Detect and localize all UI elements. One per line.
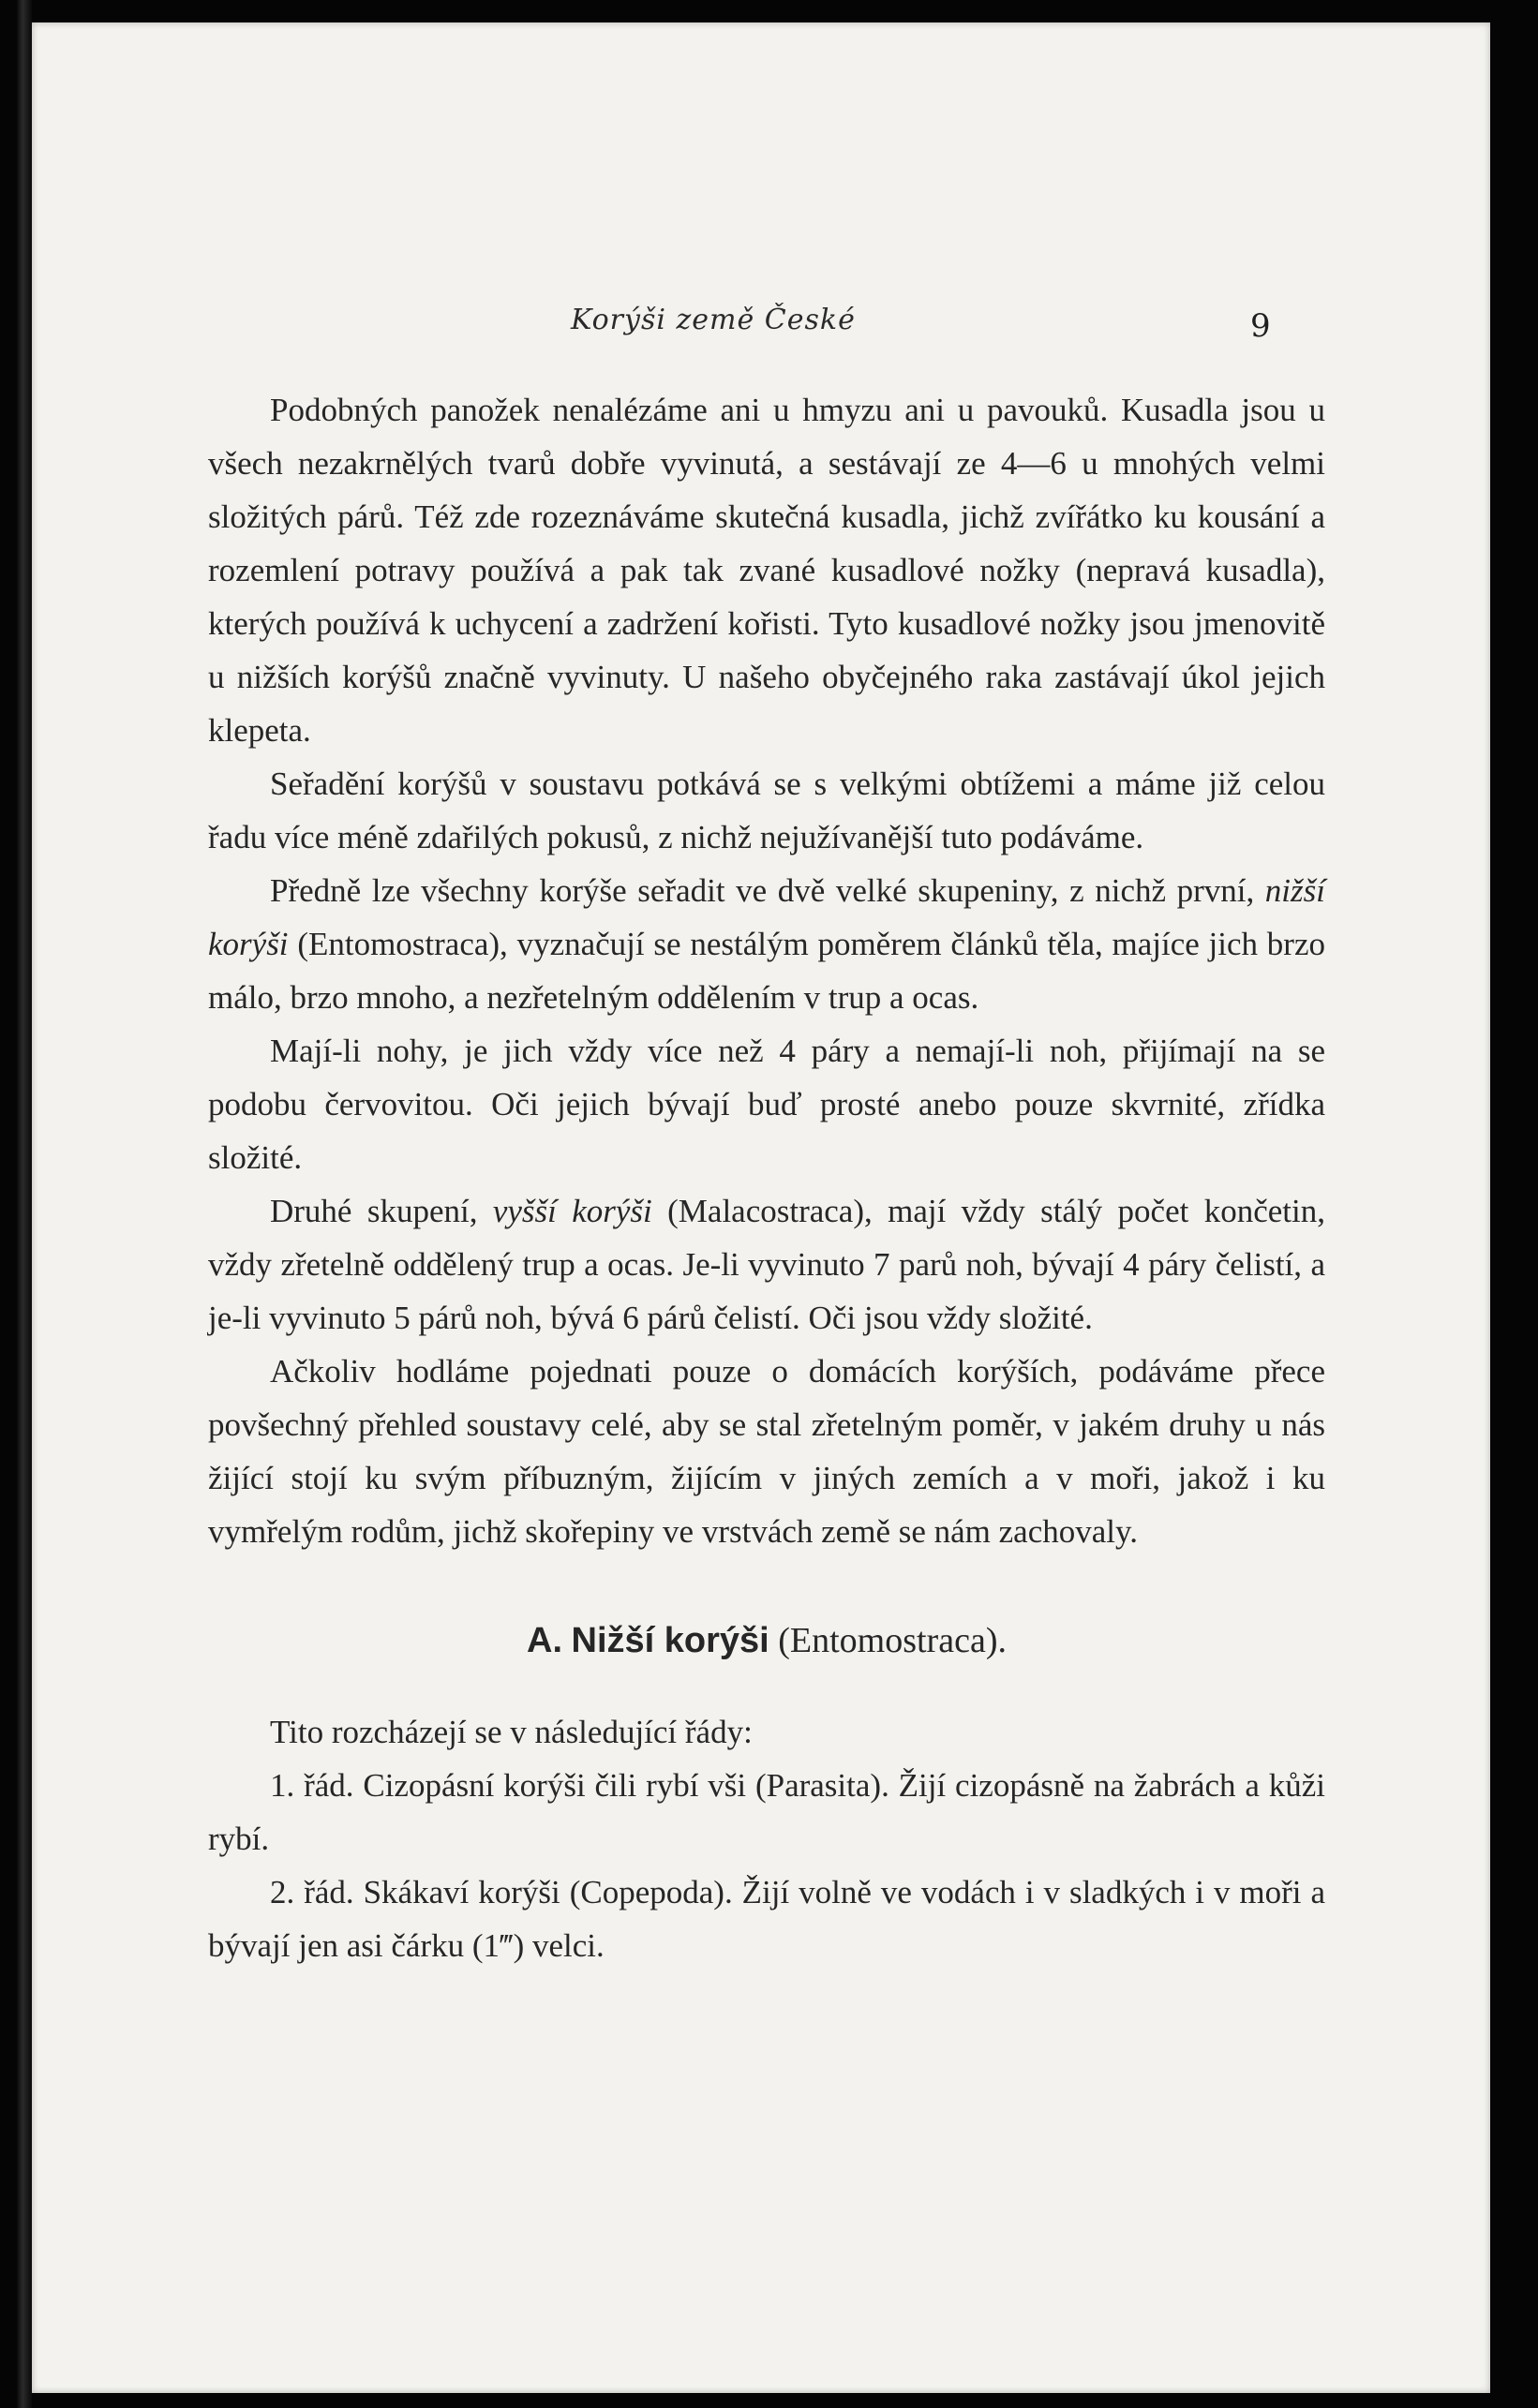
- page-header: [32, 304, 1490, 345]
- section-subtitle: (Entomostraca).: [778, 1621, 1007, 1660]
- paragraph: Mají-li nohy, je jich vždy více než 4 páry a nemají-li noh, přijímají na se podobu červovitou. Oči jejich bývají buď prosté anebo pouze skvrnité, zřídka složité.: [208, 1033, 1325, 1176]
- paragraph: Tito rozcházejí se v následující řády:: [270, 1714, 753, 1750]
- page-number: 9: [1250, 307, 1271, 345]
- paragraph: Ačkoliv hodláme pojednati pouze o domácích korýších, podáváme přece povšechný přehled soustavy celé, aby se stal zřetelným poměr, v jakém druhy u nás žijící stojí ku svým příbuzným, žijícím v jiných zemích a v moři, jakož i ku vymřelým rodům, jichž skořepiny ve vrstvách země se nám zachovaly.: [208, 1353, 1325, 1550]
- section-heading: [208, 1614, 1325, 1668]
- italic-term: nižší korýši: [208, 872, 1325, 962]
- section-letter: A.: [527, 1621, 563, 1660]
- text-span: (Entomostraca), vyznačují se nestálým poměrem článků těla, majíce jich brzo málo, brzo mnoho, a nezřetelným oddělením v trup a ocas.: [208, 926, 1325, 1016]
- order-item: 2. řád. Skákaví korýši (Copepoda). Žijí volně ve vodách i v sladkých i v moři a bývají jen asi čárku (1‴) velci.: [208, 1874, 1325, 1964]
- italic-term: vyšší korýši: [492, 1193, 652, 1229]
- paragraph: Podobných panožek nenalézáme ani u hmyzu ani u pavouků. Kusadla jsou u všech nezakrnělých tvarů dobře vyvinutá, a sestávají ze 4—6 u mnohých velmi složitých párů. Též zde rozeznáváme skutečná kusadla, jichž zvířátko ku kousání a rozemlení potravy používá a pak tak zvané kusadlové nožky (nepravá kusadla), kterých používá k uchycení a zadržení kořisti. Tyto kusadlové nožky jsou jmenovitě u nižších korýšů značně vyvinuty. U našeho obyčejného raka zastávají úkol jejich klepeta.: [208, 392, 1325, 749]
- scan-edge: [17, 0, 32, 2408]
- section-title: Nižší korýši: [571, 1621, 769, 1660]
- paragraph: [208, 1184, 1325, 1345]
- text-span: (Malacostraca), mají vždy stálý počet končetin, vždy zřetelně oddělený trup a ocas. Je-li vyvinuto 7 parů noh, bývají 4 páry čelistí, a je-li vyvinuto 5 párů noh, bývá 6 párů čelistí. Oči jsou vždy složité.: [208, 1193, 1325, 1336]
- text-span: Předně lze všechny korýše seřadit ve dvě velké skupeniny, z nichž první,: [270, 872, 1265, 909]
- book-page: [32, 22, 1490, 2393]
- order-item: 1. řád. Cizopásní korýši čili rybí vši (Parasita). Žijí cizopásně na žabrách a kůži rybí.: [208, 1767, 1325, 1857]
- paragraph: [208, 864, 1325, 1024]
- running-title: Korýši země České: [571, 304, 856, 336]
- text-span: Druhé skupení,: [270, 1193, 493, 1229]
- body-text: [208, 383, 1325, 1972]
- paragraph: Seřadění korýšů v soustavu potkává se s velkými obtížemi a máme již celou řadu více méně zdařilých pokusů, z nichž nejužívanější tuto podáváme.: [208, 766, 1325, 855]
